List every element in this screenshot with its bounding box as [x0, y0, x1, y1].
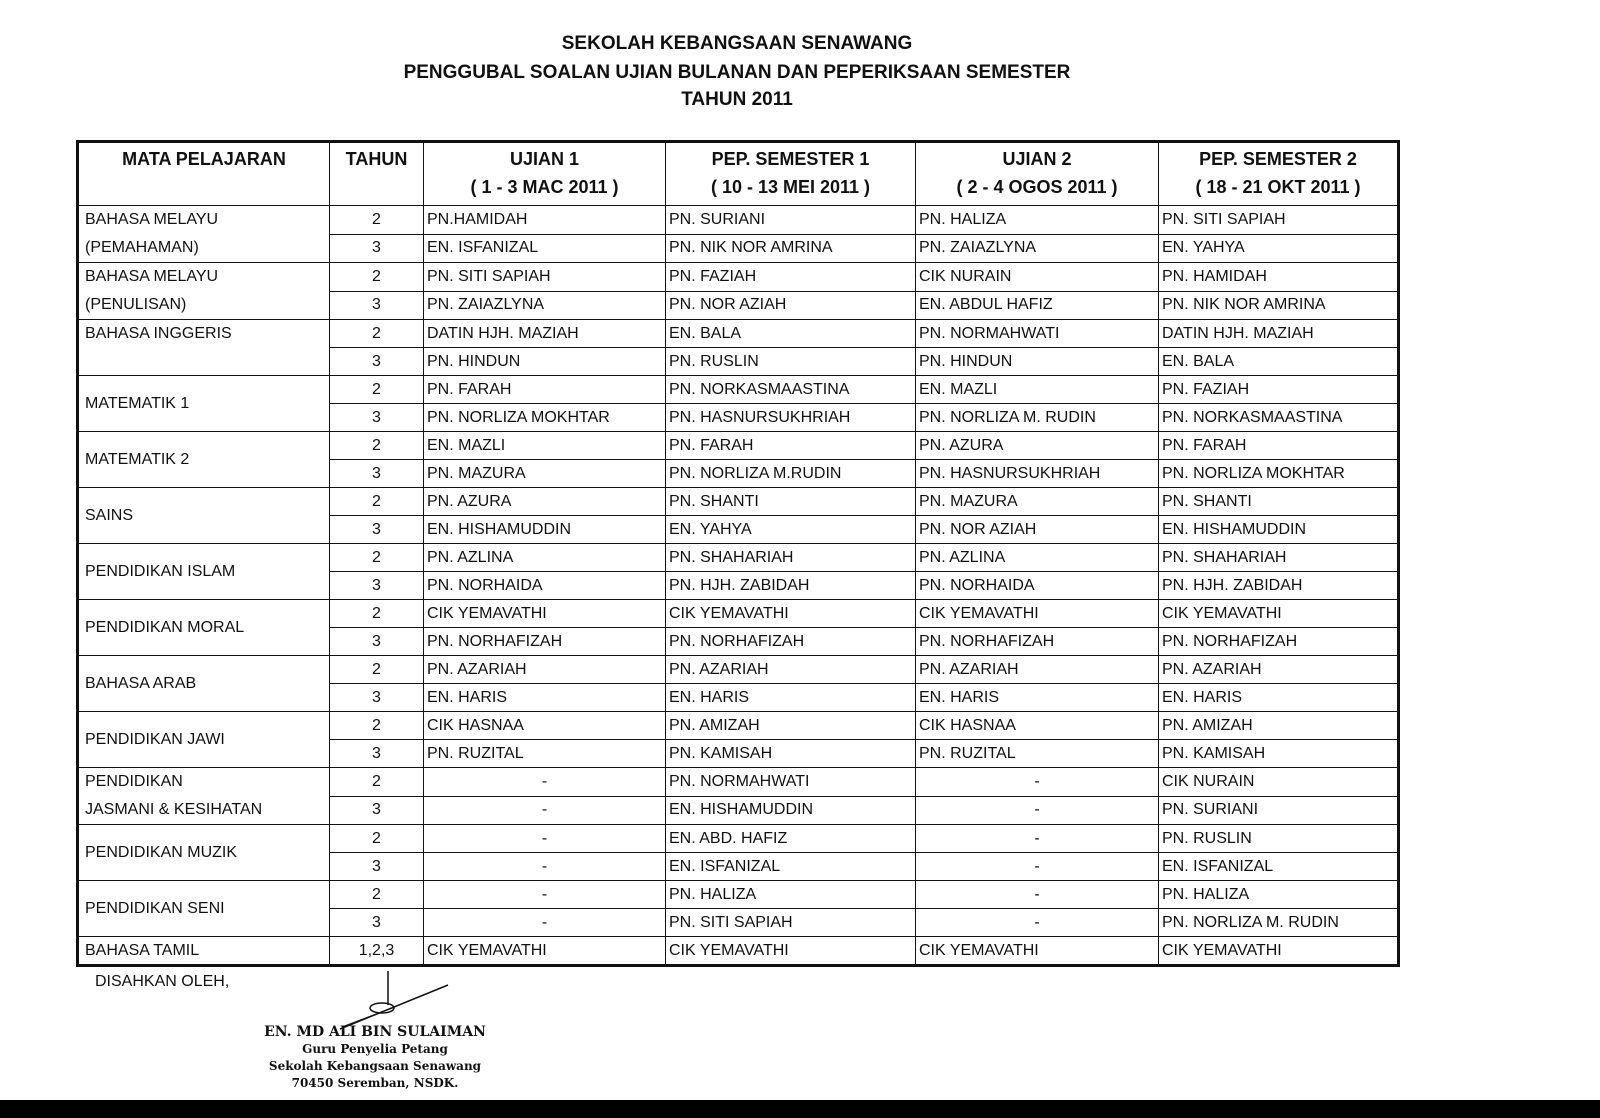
teacher-cell: PN. SHAHARIAH	[1159, 544, 1399, 572]
approved-by-label: DISAHKAN OLEH,	[95, 973, 230, 990]
subject-cell	[78, 768, 330, 825]
subject-name: JASMANI & KESIHATAN	[85, 801, 263, 818]
subject-name: BAHASA MELAYU	[85, 211, 219, 228]
year-cell: 3	[330, 404, 424, 432]
teacher-cell: PN. NOR AZIAH	[666, 291, 916, 320]
subject-name: MATEMATIK 1	[85, 394, 190, 412]
teacher-cell: PN. KAMISAH	[666, 740, 916, 768]
year-cell: 2	[330, 488, 424, 516]
year-cell: 2	[330, 768, 424, 797]
scan-edge-bar	[0, 1100, 1600, 1118]
teacher-cell: PN. NORLIZA MOKHTAR	[1159, 460, 1399, 488]
signatory-name: EN. MD ALI BIN SULAIMAN	[264, 1024, 486, 1040]
subject-cell	[78, 376, 330, 432]
teacher-cell: EN. ABD. HAFIZ	[666, 825, 916, 853]
subject-name: (PENULISAN)	[85, 296, 187, 313]
teacher-cell: EN. HISHAMUDDIN	[424, 516, 666, 544]
year-cell: 2	[330, 320, 424, 348]
teacher-cell: PN. RUSLIN	[1159, 825, 1399, 853]
teacher-cell: CIK YEMAVATHI	[666, 937, 916, 966]
teacher-cell: PN. NORKASMAASTINA	[666, 376, 916, 404]
teacher-cell: PN. ZAIAZLYNA	[424, 291, 666, 320]
teacher-cell: PN. FAZIAH	[1159, 376, 1399, 404]
teacher-cell: -	[424, 853, 666, 881]
column-header-label: PEP. SEMESTER 1	[711, 149, 870, 169]
teacher-cell: DATIN HJH. MAZIAH	[424, 320, 666, 348]
subject-cell	[78, 881, 330, 937]
teacher-cell: -	[916, 796, 1159, 825]
subject-cell	[78, 206, 330, 263]
subject-name: BAHASA ARAB	[85, 674, 197, 692]
table-row	[78, 768, 1399, 797]
teacher-cell: PN. HINDUN	[916, 348, 1159, 376]
teacher-cell: EN. YAHYA	[666, 516, 916, 544]
teacher-cell: PN. AZLINA	[916, 544, 1159, 572]
teacher-cell: EN. ISFANIZAL	[424, 234, 666, 263]
teacher-cell: PN. FAZIAH	[666, 263, 916, 292]
year-cell: 3	[330, 291, 424, 320]
teacher-cell: PN. RUZITAL	[424, 740, 666, 768]
column-header	[916, 142, 1159, 206]
teacher-cell: EN. BALA	[1159, 348, 1399, 376]
teacher-cell: PN. AZURA	[424, 488, 666, 516]
teacher-cell: PN. HALIZA	[1159, 881, 1399, 909]
teacher-cell: EN. HARIS	[1159, 684, 1399, 712]
teacher-cell: PN. NORHAFIZAH	[1159, 628, 1399, 656]
year-cell: 3	[330, 572, 424, 600]
subject-cell	[78, 656, 330, 712]
subject-name: PENDIDIKAN	[85, 773, 183, 790]
teacher-cell: PN. AZURA	[916, 432, 1159, 460]
teacher-cell: EN. YAHYA	[1159, 234, 1399, 263]
teacher-cell: -	[916, 909, 1159, 937]
subject-cell	[78, 712, 330, 768]
teacher-cell: EN. ABDUL HAFIZ	[916, 291, 1159, 320]
year-cell: 3	[330, 516, 424, 544]
teacher-cell: PN. AZARIAH	[424, 656, 666, 684]
subject-name: PENDIDIKAN MORAL	[85, 618, 245, 636]
year-cell: 2	[330, 206, 424, 235]
table-row	[78, 881, 1399, 909]
teacher-cell: PN. NORHAFIZAH	[666, 628, 916, 656]
subject-name: SAINS	[85, 506, 134, 524]
table-row	[78, 263, 1399, 292]
teacher-cell: -	[424, 825, 666, 853]
subject-name: BAHASA TAMIL	[85, 941, 200, 959]
teacher-cell: PN. AZARIAH	[1159, 656, 1399, 684]
teacher-cell: CIK YEMAVATHI	[424, 600, 666, 628]
teacher-cell: CIK YEMAVATHI	[1159, 937, 1399, 966]
teacher-cell: EN. MAZLI	[916, 376, 1159, 404]
column-header-dates: ( 1 - 3 MAC 2011 )	[470, 177, 619, 197]
teacher-cell: PN. SITI SAPIAH	[1159, 206, 1399, 235]
teacher-cell: PN. NORHAIDA	[916, 572, 1159, 600]
teacher-cell: EN. BALA	[666, 320, 916, 348]
column-header-label: PEP. SEMESTER 2	[1199, 149, 1357, 169]
document-subtitle: PENGGUBAL SOALAN UJIAN BULANAN DAN PEPERIKSAAN SEMESTER	[403, 62, 1071, 83]
signatory-school: Sekolah Kebangsaan Senawang	[268, 1059, 482, 1073]
subject-cell	[78, 432, 330, 488]
teacher-cell: CIK HASNAA	[916, 712, 1159, 740]
column-header-label: UJIAN 1	[509, 149, 580, 169]
teacher-cell: PN. HJH. ZABIDAH	[1159, 572, 1399, 600]
teacher-cell: CIK YEMAVATHI	[424, 937, 666, 966]
table-row	[78, 825, 1399, 853]
year-cell: 2	[330, 656, 424, 684]
subject-name: BAHASA INGGERIS	[85, 325, 232, 342]
teacher-cell: PN. SURIANI	[1159, 796, 1399, 825]
column-header	[1159, 142, 1399, 206]
teacher-cell: CIK YEMAVATHI	[1159, 600, 1399, 628]
teacher-cell: PN. NIK NOR AMRINA	[666, 234, 916, 263]
teacher-cell: PN. SHANTI	[666, 488, 916, 516]
teacher-cell: -	[424, 768, 666, 797]
year-cell: 3	[330, 796, 424, 825]
column-header-dates: ( 18 - 21 OKT 2011 )	[1195, 177, 1361, 197]
table-row	[78, 206, 1399, 235]
teacher-cell: -	[916, 881, 1159, 909]
year-cell: 3	[330, 234, 424, 263]
teacher-cell: PN. AMIZAH	[666, 712, 916, 740]
subject-name: PENDIDIKAN JAWI	[85, 730, 225, 748]
teacher-cell: CIK NURAIN	[916, 263, 1159, 292]
teacher-cell: PN. NORMAHWATI	[916, 320, 1159, 348]
subject-name: PENDIDIKAN MUZIK	[85, 843, 238, 861]
teacher-cell: PN. FARAH	[1159, 432, 1399, 460]
teacher-cell: PN. NORLIZA M. RUDIN	[916, 404, 1159, 432]
subject-cell	[78, 825, 330, 881]
year-cell: 1,2,3	[330, 937, 424, 966]
document-year: TAHUN 2011	[681, 89, 793, 110]
year-cell: 2	[330, 376, 424, 404]
teacher-cell: CIK YEMAVATHI	[916, 600, 1159, 628]
teacher-cell: PN. AZARIAH	[916, 656, 1159, 684]
teacher-cell: EN. HISHAMUDDIN	[666, 796, 916, 825]
year-cell: 3	[330, 348, 424, 376]
subject-cell	[78, 600, 330, 656]
teacher-cell: EN. HISHAMUDDIN	[1159, 516, 1399, 544]
column-header-label: UJIAN 2	[1002, 149, 1072, 169]
subject-name: MATEMATIK 2	[85, 450, 190, 468]
teacher-cell: PN. HASNURSUKHRIAH	[916, 460, 1159, 488]
teacher-cell: -	[916, 768, 1159, 797]
teacher-cell: PN. NORHAFIZAH	[424, 628, 666, 656]
subject-name: PENDIDIKAN SENI	[85, 899, 225, 917]
teacher-cell: PN. SHAHARIAH	[666, 544, 916, 572]
teacher-cell: PN. MAZURA	[424, 460, 666, 488]
teacher-cell: EN. HARIS	[666, 684, 916, 712]
teacher-cell: EN. MAZLI	[424, 432, 666, 460]
column-header-dates: ( 10 - 13 MEI 2011 )	[710, 177, 871, 197]
teacher-cell: PN. HINDUN	[424, 348, 666, 376]
teacher-cell: PN. HAMIDAH	[1159, 263, 1399, 292]
table-row	[78, 712, 1399, 740]
teacher-cell: CIK HASNAA	[424, 712, 666, 740]
teacher-cell: PN. ZAIAZLYNA	[916, 234, 1159, 263]
year-cell: 2	[330, 712, 424, 740]
teacher-cell: DATIN HJH. MAZIAH	[1159, 320, 1399, 348]
signatory-stamp	[240, 1024, 510, 1092]
subject-cell	[78, 488, 330, 544]
column-header-label: MATA PELAJARAN	[122, 149, 286, 169]
teacher-cell: -	[424, 881, 666, 909]
table-row	[78, 656, 1399, 684]
signature-mark	[330, 971, 460, 1031]
teacher-cell: CIK YEMAVATHI	[916, 937, 1159, 966]
signatory-address: 70450 Seremban, NSDK.	[291, 1076, 459, 1090]
exam-setter-table	[76, 140, 1400, 967]
teacher-cell: PN. AZLINA	[424, 544, 666, 572]
column-header	[666, 142, 916, 206]
teacher-cell: PN. AMIZAH	[1159, 712, 1399, 740]
teacher-cell: PN. SITI SAPIAH	[666, 909, 916, 937]
teacher-cell: PN. NORMAHWATI	[666, 768, 916, 797]
year-cell: 3	[330, 684, 424, 712]
subject-name: PENDIDIKAN ISLAM	[85, 562, 236, 580]
year-cell: 2	[330, 881, 424, 909]
teacher-cell: -	[424, 909, 666, 937]
table-row	[78, 600, 1399, 628]
year-cell: 3	[330, 740, 424, 768]
table-row	[78, 488, 1399, 516]
column-header-dates: ( 2 - 4 OGOS 2011 )	[956, 177, 1118, 197]
teacher-cell: PN. HALIZA	[916, 206, 1159, 235]
year-cell: 3	[330, 909, 424, 937]
column-header	[78, 142, 330, 206]
teacher-cell: PN. NIK NOR AMRINA	[1159, 291, 1399, 320]
column-header	[330, 142, 424, 206]
column-header	[424, 142, 666, 206]
teacher-cell: PN. HASNURSUKHRIAH	[666, 404, 916, 432]
subject-cell	[78, 320, 330, 376]
year-cell: 3	[330, 853, 424, 881]
year-cell: 2	[330, 825, 424, 853]
teacher-cell: EN. ISFANIZAL	[666, 853, 916, 881]
teacher-cell: PN. NORLIZA M. RUDIN	[1159, 909, 1399, 937]
teacher-cell: PN. FARAH	[666, 432, 916, 460]
year-cell: 2	[330, 432, 424, 460]
table-row	[78, 320, 1399, 348]
table-row	[78, 937, 1399, 966]
column-header-label: TAHUN	[345, 149, 408, 169]
teacher-cell: PN. RUSLIN	[666, 348, 916, 376]
teacher-cell: PN. NORHAFIZAH	[916, 628, 1159, 656]
teacher-cell: PN. HJH. ZABIDAH	[666, 572, 916, 600]
teacher-cell: CIK YEMAVATHI	[666, 600, 916, 628]
teacher-cell: -	[916, 853, 1159, 881]
subject-cell	[78, 937, 330, 966]
year-cell: 3	[330, 628, 424, 656]
table-row	[78, 432, 1399, 460]
teacher-cell: PN. NORLIZA MOKHTAR	[424, 404, 666, 432]
teacher-cell: PN. NORKASMAASTINA	[1159, 404, 1399, 432]
teacher-cell: EN. HARIS	[424, 684, 666, 712]
teacher-cell: PN. NOR AZIAH	[916, 516, 1159, 544]
teacher-cell: PN. MAZURA	[916, 488, 1159, 516]
teacher-cell: PN. SHANTI	[1159, 488, 1399, 516]
table-row	[78, 376, 1399, 404]
teacher-cell: PN. FARAH	[424, 376, 666, 404]
teacher-cell: PN. SITI SAPIAH	[424, 263, 666, 292]
year-cell: 3	[330, 460, 424, 488]
year-cell: 2	[330, 544, 424, 572]
teacher-cell: EN. ISFANIZAL	[1159, 853, 1399, 881]
school-name: SEKOLAH KEBANGSAAN SENAWANG	[561, 33, 913, 54]
teacher-cell: PN. KAMISAH	[1159, 740, 1399, 768]
teacher-cell: CIK NURAIN	[1159, 768, 1399, 797]
teacher-cell: PN. NORLIZA M.RUDIN	[666, 460, 916, 488]
subject-name: BAHASA MELAYU	[85, 268, 219, 285]
year-cell: 2	[330, 600, 424, 628]
signatory-title: Guru Penyelia Petang	[302, 1042, 448, 1056]
teacher-cell: -	[424, 796, 666, 825]
subject-cell	[78, 544, 330, 600]
teacher-cell: PN. NORHAIDA	[424, 572, 666, 600]
teacher-cell: PN. AZARIAH	[666, 656, 916, 684]
teacher-cell: PN. SURIANI	[666, 206, 916, 235]
teacher-cell: EN. HARIS	[916, 684, 1159, 712]
teacher-cell: PN.HAMIDAH	[424, 206, 666, 235]
teacher-cell: -	[916, 825, 1159, 853]
teacher-cell: PN. RUZITAL	[916, 740, 1159, 768]
subject-name: (PEMAHAMAN)	[85, 239, 199, 256]
teacher-cell: PN. HALIZA	[666, 881, 916, 909]
year-cell: 2	[330, 263, 424, 292]
subject-cell	[78, 263, 330, 320]
table-row	[78, 544, 1399, 572]
